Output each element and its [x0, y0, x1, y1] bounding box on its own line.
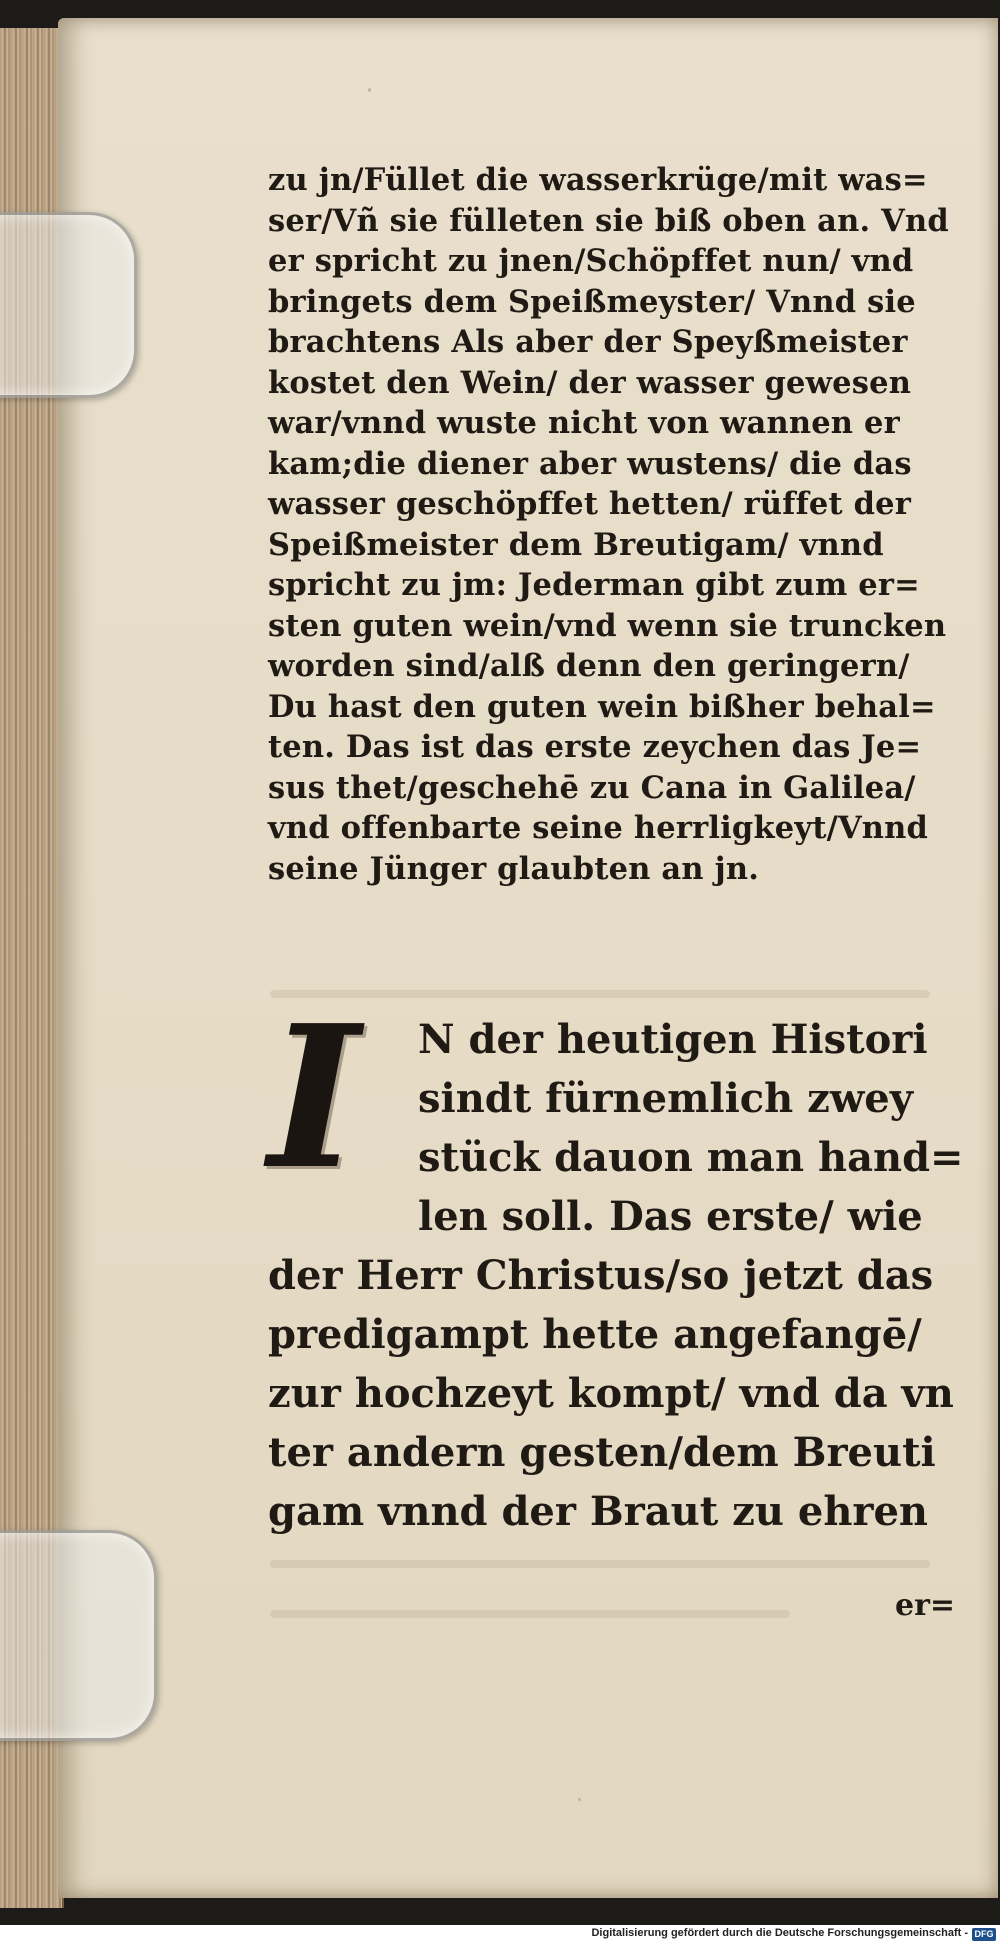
text-line: spricht zu jm: Jederman gibt zum er= — [268, 567, 920, 603]
text-line: zur hochzeyt kompt/ vnd da vn — [268, 1370, 954, 1417]
text-line: sten guten wein/vnd wenn sie truncken — [268, 607, 947, 644]
initial-letter: I — [268, 983, 360, 1213]
text-line: ter andern gesten/dem Breuti — [268, 1429, 936, 1476]
text-line: vnd offenbarte seine herrligkeyt/Vnnd — [268, 810, 929, 846]
text-line: predigampt hette angefangē/ — [268, 1311, 922, 1358]
page-holder-clip — [0, 212, 137, 398]
paper-speck — [578, 1798, 581, 1801]
text-line: len soll. Das erste/ wie — [418, 1193, 923, 1240]
text-line: ten. Das ist das erste zeychen das Je= — [268, 729, 922, 765]
text-line: ser/Vñ sie fülleten sie biß oben an. Vnd — [268, 202, 949, 239]
show-through-text — [270, 1560, 930, 1568]
page-holder-clip — [0, 1530, 157, 1741]
text-line: kostet den Wein/ der wasser gewesen — [268, 364, 912, 401]
sermon-text — [268, 1010, 964, 1541]
text-line: Speißmeister dem Breutigam/ vnnd — [268, 526, 884, 563]
text-line: gam vnnd der Braut zu ehren — [268, 1488, 928, 1535]
show-through-text — [270, 1610, 790, 1618]
text-line: N der heutigen Histori — [418, 1016, 928, 1063]
text-line: der Herr Christus/so jetzt das — [268, 1252, 934, 1299]
text-line: stück dauon man hand= — [418, 1134, 964, 1181]
text-line: kam;die diener aber wustens/ die das — [268, 445, 912, 482]
dfg-logo-icon: DFG — [972, 1928, 996, 1941]
text-line: sindt fürnemlich zwey — [418, 1075, 913, 1122]
text-line: wasser geschöpffet hetten/ rüffet der — [268, 486, 912, 522]
gospel-text — [268, 160, 958, 889]
text-line: war/vnnd wuste nicht von wannen er — [268, 405, 900, 441]
footer-credit: Digitalisierung gefördert durch die Deutsche Forschungsgemeinschaft - — [591, 1927, 968, 1939]
paper-speck — [368, 88, 371, 92]
text-line: er spricht zu jnen/Schöpffet nun/ vnd — [268, 243, 914, 279]
text-line: worden sind/alß denn den geringern/ — [268, 648, 910, 684]
text-line: Du hast den guten wein bißher behal= — [268, 688, 936, 725]
text-line: bringets dem Speißmeyster/ Vnnd sie — [268, 283, 916, 320]
text-line: seine Jünger glaubten an jn. — [268, 850, 760, 887]
catchword: er= — [895, 1588, 956, 1623]
text-line: brachtens Als aber der Speyßmeister — [268, 324, 908, 360]
text-line: zu jn/Füllet die wasserkrüge/mit was= — [268, 162, 928, 198]
text-line: sus thet/geschehē zu Cana in Galilea/ — [268, 769, 916, 806]
show-through-text — [270, 990, 930, 998]
